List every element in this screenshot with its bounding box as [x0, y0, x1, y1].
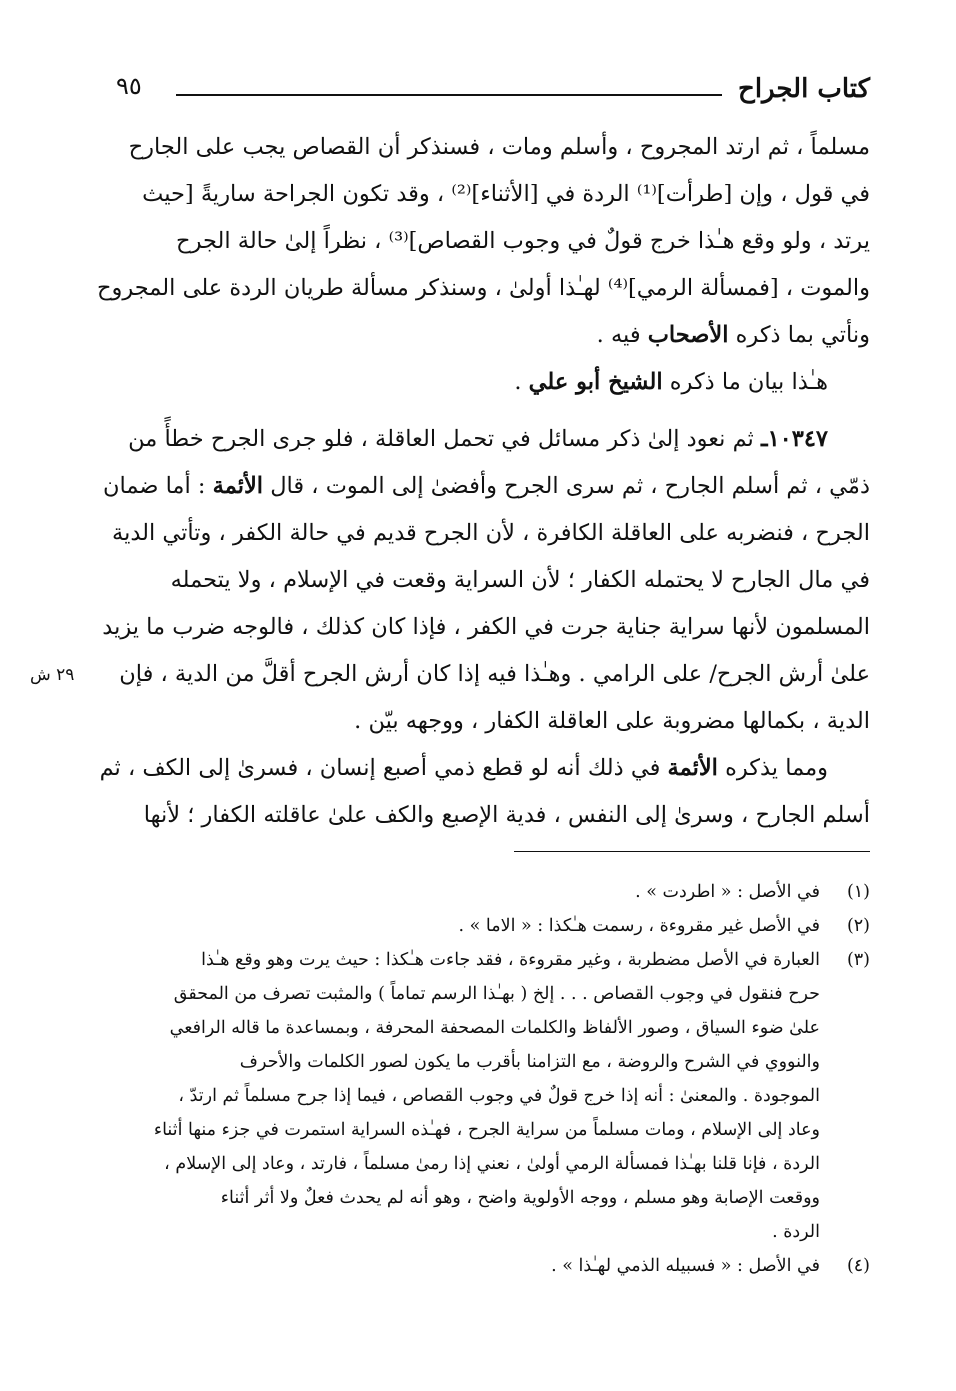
footnotes: [96, 875, 870, 1283]
footnote-line: والنووي في الشرح والروضة ، مع التزامنا بأقرب ما يكون لصور الكلمات والأحرف: [239, 1052, 820, 1072]
footnote-line: الردة .: [772, 1222, 820, 1242]
footnote-line: في الأصل : « اطردت » .: [635, 882, 820, 902]
text-line: في قول ، وإن [طرأت]⁽¹⁾ الردة في [الأثناء]⁽²⁾ ، وقد تكون الجراحة ساريةً [حيث: [142, 181, 870, 207]
text-line: مسلماً ، ثم ارتد المجروح ، وأسلم ومات ، فسنذكر أن القصاص يجب على الجارح: [128, 134, 870, 160]
text-line: ونأتي بما ذكره الأصحاب فيه .: [596, 322, 870, 348]
page-number: ٩٥: [116, 72, 142, 100]
footnote-number: (٤): [846, 1256, 870, 1276]
header-rule: [176, 94, 722, 96]
text-line: الجرح ، فنضربه على العاقلة الكافرة ، لأن الجرح قديم في حالة الكفر ، وتأتي الدية: [112, 520, 870, 546]
footnote-number: (١): [846, 882, 870, 902]
text-line: والموت ، [فمسألة الرمي]⁽⁴⁾ لهـٰذا أولىٰ ، وسنذكر مسألة طريان الردة على المجروح: [96, 275, 870, 301]
footnote-1: [96, 875, 870, 909]
text-line: الدية ، بكمالها مضروبة على العاقلة الكفار ، ووجهه بيّن .: [354, 708, 870, 734]
paragraph-number: ١٠٣٤٧ـ: [760, 426, 828, 452]
page-header: [96, 72, 870, 112]
footnote-line: في الأصل : « فسبيله الذمي لهـٰذا » .: [551, 1256, 820, 1276]
footnote-4: [96, 1249, 870, 1283]
main-text: [96, 124, 870, 839]
bold-term: الأئمة: [667, 755, 718, 781]
bold-term: الشيخ أبو علي: [528, 369, 663, 395]
footnote-line: علىٰ ضوء السياق ، وصور الألفاظ والكلمات المصحفة المحرفة ، وبمساعدة ما قاله الرافعي: [169, 1018, 820, 1038]
footnote-line: حرح فنقول في وجوب القصاص . . . إلخ ( بهـٰذا الرسم تماماً ) والمثبت تصرف من المحقق: [173, 984, 820, 1004]
text-line: يرتد ، ولو وقع هـٰذا خرج قولٌ في وجوب القصاص]⁽³⁾ ، نظراً إلىٰ حالة الجرح: [176, 228, 870, 254]
footnote-line: الموجودة . والمعنىٰ : أنه إذا خرج قولٌ في وجوب القصاص ، فيما إذا جرح مسلماً ثم ارتدّ ،: [178, 1086, 820, 1106]
footnote-separator: [514, 851, 870, 852]
bold-term: الأئمة: [212, 473, 264, 499]
text-line: هـٰذا بيان ما ذكره الشيخ أبو علي .: [514, 369, 828, 395]
text-line: في مال الجارح لا يحتمله الكفار ؛ لأن السراية وقعت في الإسلام ، ولا يتحمله: [170, 567, 870, 593]
footnote-2: [96, 909, 870, 943]
footnote-number: (٢): [846, 916, 870, 936]
text-line: أسلم الجارح ، وسرىٰ إلى النفس ، فدية الإصبع والكف علىٰ عاقلته الكفار ؛ لأنها: [143, 802, 870, 828]
text-line: ومما يذكره الأئمة في ذلك أنه لو قطع ذمي أصبع إنسان ، فسرىٰ إلى الكف ، ثم: [99, 755, 828, 781]
footnote-line: الردة ، فإنا قلنا بهـٰذا فمسألة الرمي أولىٰ ، نعني إذا رمىٰ مسلماً ، فارتد ، وعاد إلى الإسلام ،: [164, 1154, 820, 1174]
text-line: ١٠٣٤٧ـ ثم نعود إلىٰ ذكر مسائل في تحمل العاقلة ، فلو جرى الجرح خطأً من: [128, 426, 828, 452]
footnote-line: ووقعت الإصابة وهو مسلم ، ووجه الأولوية واضح ، وهو أنه لم يحدث فعلٌ ولا أثر أثناء: [220, 1188, 820, 1208]
text-line: المسلمون لأنها سراية جناية جرت في الكفر ، فإذا كان كذلك ، فالوجه ضرب ما يزيد: [102, 614, 870, 640]
bold-term: الأصحاب: [647, 322, 729, 348]
text-line: ذمّي ، ثم أسلم الجارح ، ثم سرى الجرح وأفضىٰ إلى الموت ، قال الأئمة : أما ضمان: [102, 473, 870, 499]
manuscript-folio-note: ٢٩ ش: [30, 665, 75, 685]
footnote-line: في الأصل غير مقروءة ، رسمت هـٰكذا : « الاما » .: [458, 916, 820, 936]
footnote-line: وعاد إلى الإسلام ، ومات مسلماً من سراية الجرح ، فهـٰذه السراية استمرت في جزء منها أثناء: [153, 1120, 820, 1140]
running-title: كتاب الجراح: [738, 74, 870, 104]
footnote-3: [96, 943, 870, 1249]
footnote-line: العبارة في الأصل مضطربة ، وغير مقروءة ، فقد جاءت هـٰكذا : حيث يرت وهو وقع هـٰذا: [201, 950, 820, 970]
text-line: علىٰ أرش الجرح/ على الرامي . وهـٰذا فيه إذا كان أرش الجرح أقلَّ من الدية ، فإن: [119, 661, 870, 687]
footnote-number: (٣): [846, 950, 870, 970]
